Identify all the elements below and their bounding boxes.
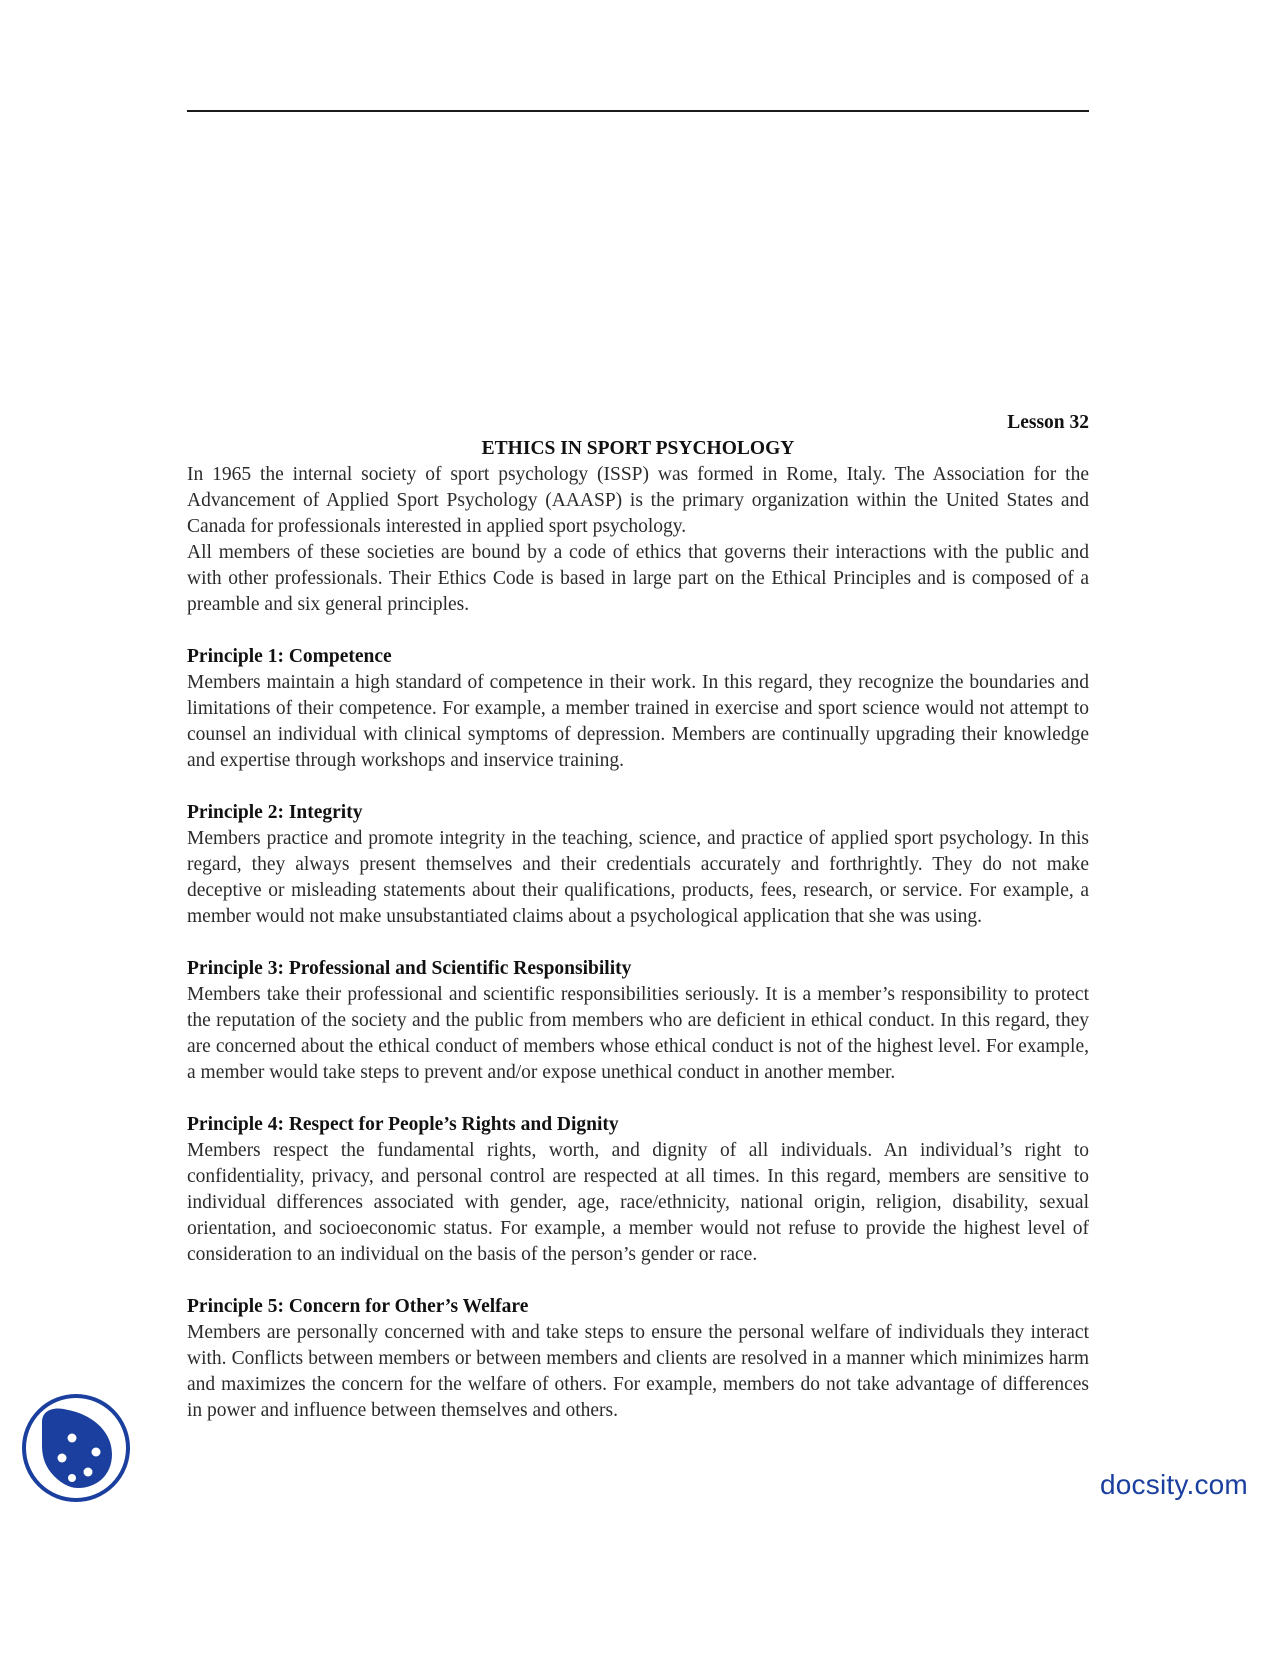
intro-paragraph: In 1965 the internal society of sport psychology (ISSP) was formed in Rome, Italy. The Association for the Advancement of Applied Sport Psychology (AAASP) is the primary organization within the United States and Canada for professionals interested in applied sport psychology. <box>187 464 1089 537</box>
docsity-brand-link[interactable]: docsity.com <box>1100 1469 1248 1500</box>
principle-text: Members practice and promote integrity in the teaching, science, and practice of applied sport psychology. In this regard, they always present themselves and their credentials accurately and forthrightly. They do not make deceptive or misleading statements about their qualifications, products, fees, research, or service. For example, a member would not make unsubstantiated claims about a psychological application that she was using. <box>187 828 1089 927</box>
principle-section <box>187 1112 1089 1268</box>
principle-heading: Principle 5: Concern for Other’s Welfare <box>187 1296 529 1317</box>
document-title: ETHICS IN SPORT PSYCHOLOGY <box>481 438 795 459</box>
intro-paragraph: All members of these societies are bound by a code of ethics that governs their interactions with the public and with other professionals. Their Ethics Code is based in large part on the Ethical Principles and is composed of a preamble and six general principles. <box>187 542 1089 615</box>
docsity-logo-graphic <box>20 1392 132 1504</box>
principle-section <box>187 644 1089 774</box>
principle-heading: Principle 2: Integrity <box>187 802 363 823</box>
principle-heading: Principle 4: Respect for People’s Rights and Dignity <box>187 1114 619 1135</box>
principle-heading: Principle 3: Professional and Scientific Responsibility <box>187 958 632 979</box>
principle-section <box>187 800 1089 930</box>
principle-section <box>187 1294 1089 1424</box>
principle-section <box>187 956 1089 1086</box>
document-body <box>187 410 1089 1424</box>
docsity-logo-icon[interactable] <box>20 1392 132 1504</box>
lesson-label: Lesson 32 <box>1007 412 1089 433</box>
principle-text: Members maintain a high standard of competence in their work. In this regard, they recognize the boundaries and limitations of their competence. For example, a member trained in exercise and sport science would not attempt to counsel an individual with clinical symptoms of depression. Members are continually upgrading their knowledge and expertise through workshops and inservice training. <box>187 672 1089 771</box>
principle-text: Members take their professional and scientific responsibilities seriously. It is a member’s responsibility to protect the reputation of the society and the public from members who are deficient in ethical conduct. In this regard, they are concerned about the ethical conduct of members whose ethical conduct is not of the highest level. For example, a member would take steps to prevent and/or expose unethical conduct in another member. <box>187 984 1089 1083</box>
principle-heading: Principle 1: Competence <box>187 646 392 667</box>
header-rule <box>187 110 1089 112</box>
principle-text: Members respect the fundamental rights, worth, and dignity of all individuals. An individual’s right to confidentiality, privacy, and personal control are respected at all times. In this regard, members are sensitive to individual differences associated with gender, age, race/ethnicity, national origin, religion, disability, sexual orientation, and socioeconomic status. For example, a member would not refuse to provide the highest level of consideration to an individual on the basis of the person’s gender or race. <box>187 1140 1089 1265</box>
principle-text: Members are personally concerned with and take steps to ensure the personal welfare of individuals they interact with. Conflicts between members or between members and clients are resolved in a manner which minimizes harm and maximizes the concern for the welfare of others. For example, members do not take advantage of differences in power and influence between themselves and others. <box>187 1322 1089 1421</box>
